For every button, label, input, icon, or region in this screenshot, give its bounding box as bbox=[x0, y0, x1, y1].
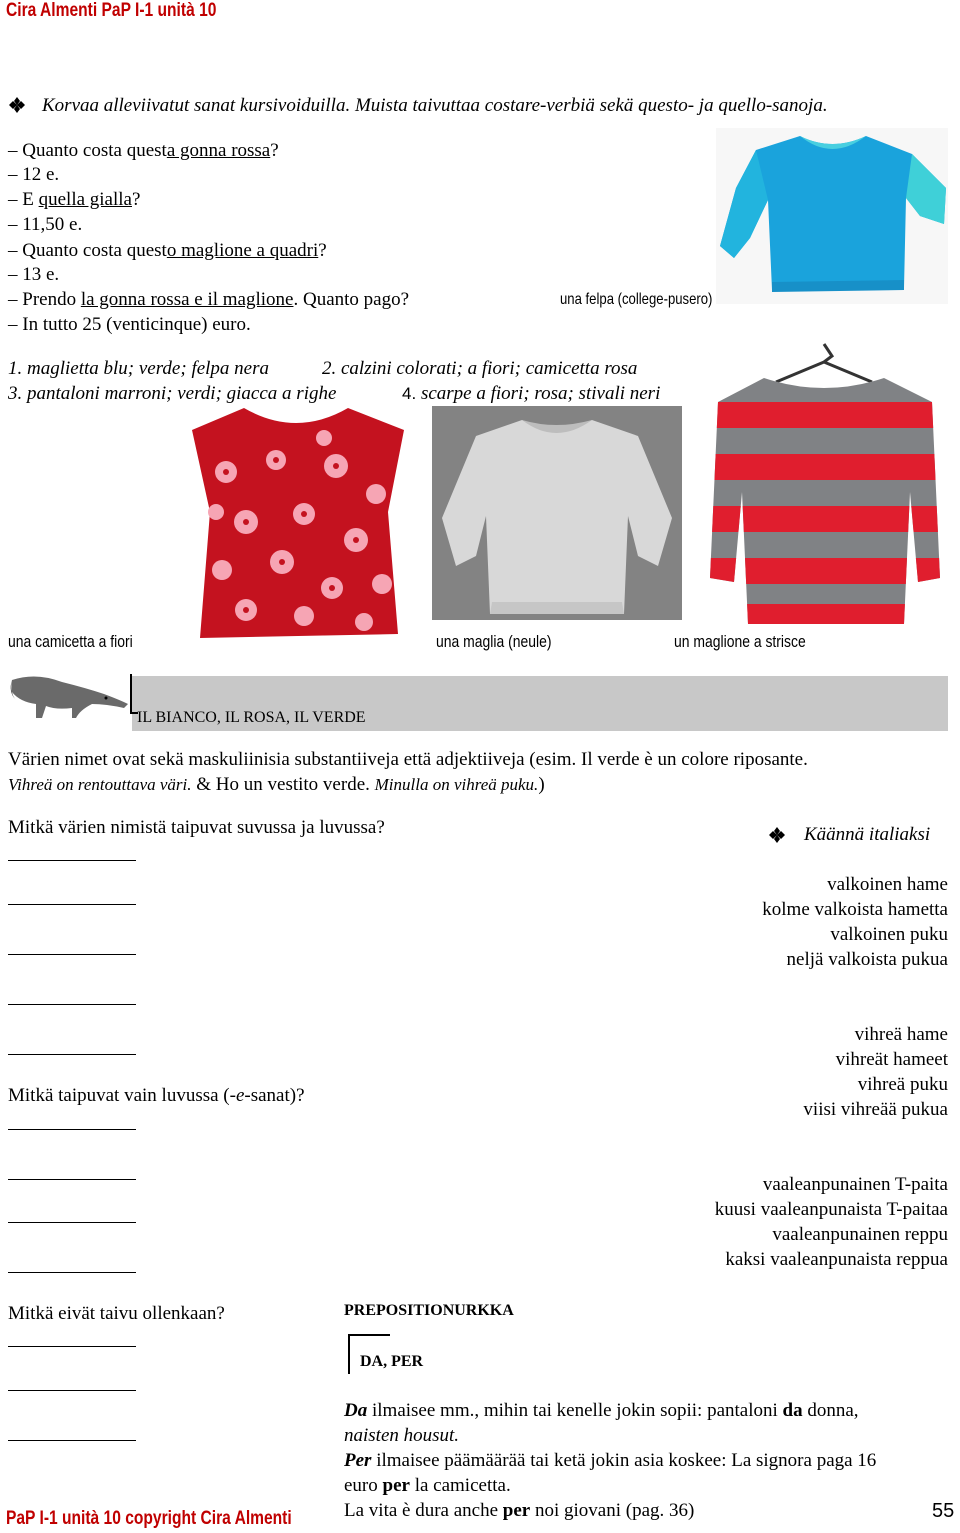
answer-line[interactable] bbox=[8, 1004, 136, 1005]
colors-paragraph-1: Värien nimet ovat sekä maskuliinisia substantiiveja että adjektiiveja (esim. Il verde è un colore riposante. bbox=[8, 749, 808, 770]
answer-line[interactable] bbox=[8, 904, 136, 905]
answer-line[interactable] bbox=[8, 954, 136, 955]
dialogue-line-1: – Quanto costa questa gonna rossa? bbox=[8, 140, 279, 161]
da-line-2: naisten housut. bbox=[344, 1425, 460, 1446]
per-line-2: euro per la camicetta. bbox=[344, 1475, 511, 1496]
translate-item: vihreä hame bbox=[854, 1024, 948, 1045]
translate-group-1 bbox=[762, 872, 948, 972]
maglione-image bbox=[704, 342, 944, 628]
caption-felpa: una felpa (college-pusero) bbox=[560, 291, 713, 308]
per-line-1: Per ilmaisee päämäärää tai ketä jokin asia koskee: La signora paga 16 bbox=[344, 1450, 877, 1471]
caption-camicetta: una camicetta a fiori bbox=[8, 632, 133, 651]
translate-item: kolme valkoista hametta bbox=[762, 899, 948, 920]
option-3: 3. pantaloni marroni; verdi; giacca a righe bbox=[8, 383, 337, 404]
page-number: 55 bbox=[932, 1500, 955, 1522]
per-line-3: La vita è dura anche per noi giovani (pag. 36) bbox=[344, 1500, 695, 1521]
option-1: 1. maglietta blu; verde; felpa nera bbox=[8, 358, 270, 379]
question-2: Mitkä taipuvat vain luvussa (-e-sanat)? bbox=[8, 1085, 305, 1106]
option-2: 2. calzini colorati; a fiori; camicetta rosa bbox=[322, 358, 638, 379]
answer-line[interactable] bbox=[8, 860, 136, 861]
translate-item: vaaleanpunainen T-paita bbox=[762, 1174, 948, 1195]
translate-item: viisi vihreää pukua bbox=[803, 1099, 948, 1120]
translate-item: neljä valkoista pukua bbox=[786, 949, 948, 970]
anteater-icon bbox=[6, 670, 130, 722]
prepositions-bracket-top bbox=[348, 1334, 390, 1336]
dialogue-line-5: – Quanto costa questo maglione a quadri? bbox=[8, 240, 327, 261]
header-title: Cira Almenti PaP I-1 unità 10 bbox=[6, 0, 217, 21]
dialogue-line-6: – 13 e. bbox=[8, 264, 60, 285]
translate-item: vihreät hameet bbox=[835, 1049, 948, 1070]
da-line-1: Da ilmaisee mm., mihin tai kenelle jokin sopii: pantaloni da donna, bbox=[344, 1400, 859, 1421]
answer-line[interactable] bbox=[8, 1272, 136, 1273]
question-1: Mitkä värien nimistä taipuvat suvussa ja luvussa? bbox=[8, 817, 385, 838]
answer-line[interactable] bbox=[8, 1179, 136, 1180]
question-3: Mitkä eivät taivu ollenkaan? bbox=[8, 1303, 225, 1324]
translate-group-2 bbox=[803, 1022, 948, 1122]
caption-maglia: una maglia (neule) bbox=[436, 632, 552, 651]
translate-item: kaksi vaaleanpunaista reppua bbox=[725, 1249, 948, 1270]
dialogue-line-4: – 11,50 e. bbox=[8, 214, 83, 235]
translate-item: vaaleanpunainen reppu bbox=[772, 1224, 948, 1245]
answer-line[interactable] bbox=[8, 1129, 136, 1130]
answer-line[interactable] bbox=[8, 1390, 136, 1391]
answer-line[interactable] bbox=[8, 1222, 136, 1223]
dialogue-line-8: – In tutto 25 (venticinque) euro. bbox=[8, 314, 251, 335]
caption-maglione: un maglione a strisce bbox=[674, 632, 806, 651]
colors-box-bracket bbox=[130, 674, 132, 714]
diamond-bullet-icon bbox=[8, 96, 26, 114]
colors-box-title: IL BIANCO, IL ROSA, IL VERDE bbox=[137, 709, 366, 726]
footer-copyright: PaP I-1 unità 10 copyright Cira Almenti bbox=[6, 1508, 292, 1529]
instruction: Korvaa alleviivatut sanat kursivoiduilla. Muista taivuttaa costare-verbiä sekä questo- ja quello-sanoja. bbox=[42, 95, 828, 116]
translate-item: valkoinen hame bbox=[827, 874, 948, 895]
diamond-bullet-icon bbox=[768, 826, 786, 844]
maglia-image bbox=[432, 406, 682, 620]
answer-line[interactable] bbox=[8, 1346, 136, 1347]
answer-line[interactable] bbox=[8, 1054, 136, 1055]
dialogue-line-7: – Prendo la gonna rossa e il maglione. Quanto pago? bbox=[8, 289, 410, 310]
answer-line[interactable] bbox=[8, 1440, 136, 1441]
felpa-image bbox=[716, 128, 948, 304]
dialogue-line-2: – 12 e. bbox=[8, 164, 60, 185]
translate-item: kuusi vaaleanpunaista T-paitaa bbox=[714, 1199, 948, 1220]
camicetta-image bbox=[186, 402, 408, 644]
prepositions-subtitle: DA, PER bbox=[360, 1353, 424, 1370]
translate-group-3 bbox=[715, 1172, 948, 1272]
dialogue-line-3: – E quella gialla? bbox=[8, 189, 141, 210]
translate-item: valkoinen puku bbox=[830, 924, 948, 945]
translate-heading: Käännä italiaksi bbox=[804, 824, 931, 845]
prepositions-bracket bbox=[348, 1334, 350, 1374]
option-4: 4. scarpe a fiori; rosa; stivali neri bbox=[402, 383, 661, 404]
colors-paragraph-2: Vihreä on rentouttava väri. & Ho un vestito verde. Minulla on vihreä puku.) bbox=[8, 774, 545, 795]
translate-item: vihreä puku bbox=[857, 1074, 948, 1095]
prepositions-title: PREPOSITIONURKKA bbox=[344, 1302, 514, 1319]
